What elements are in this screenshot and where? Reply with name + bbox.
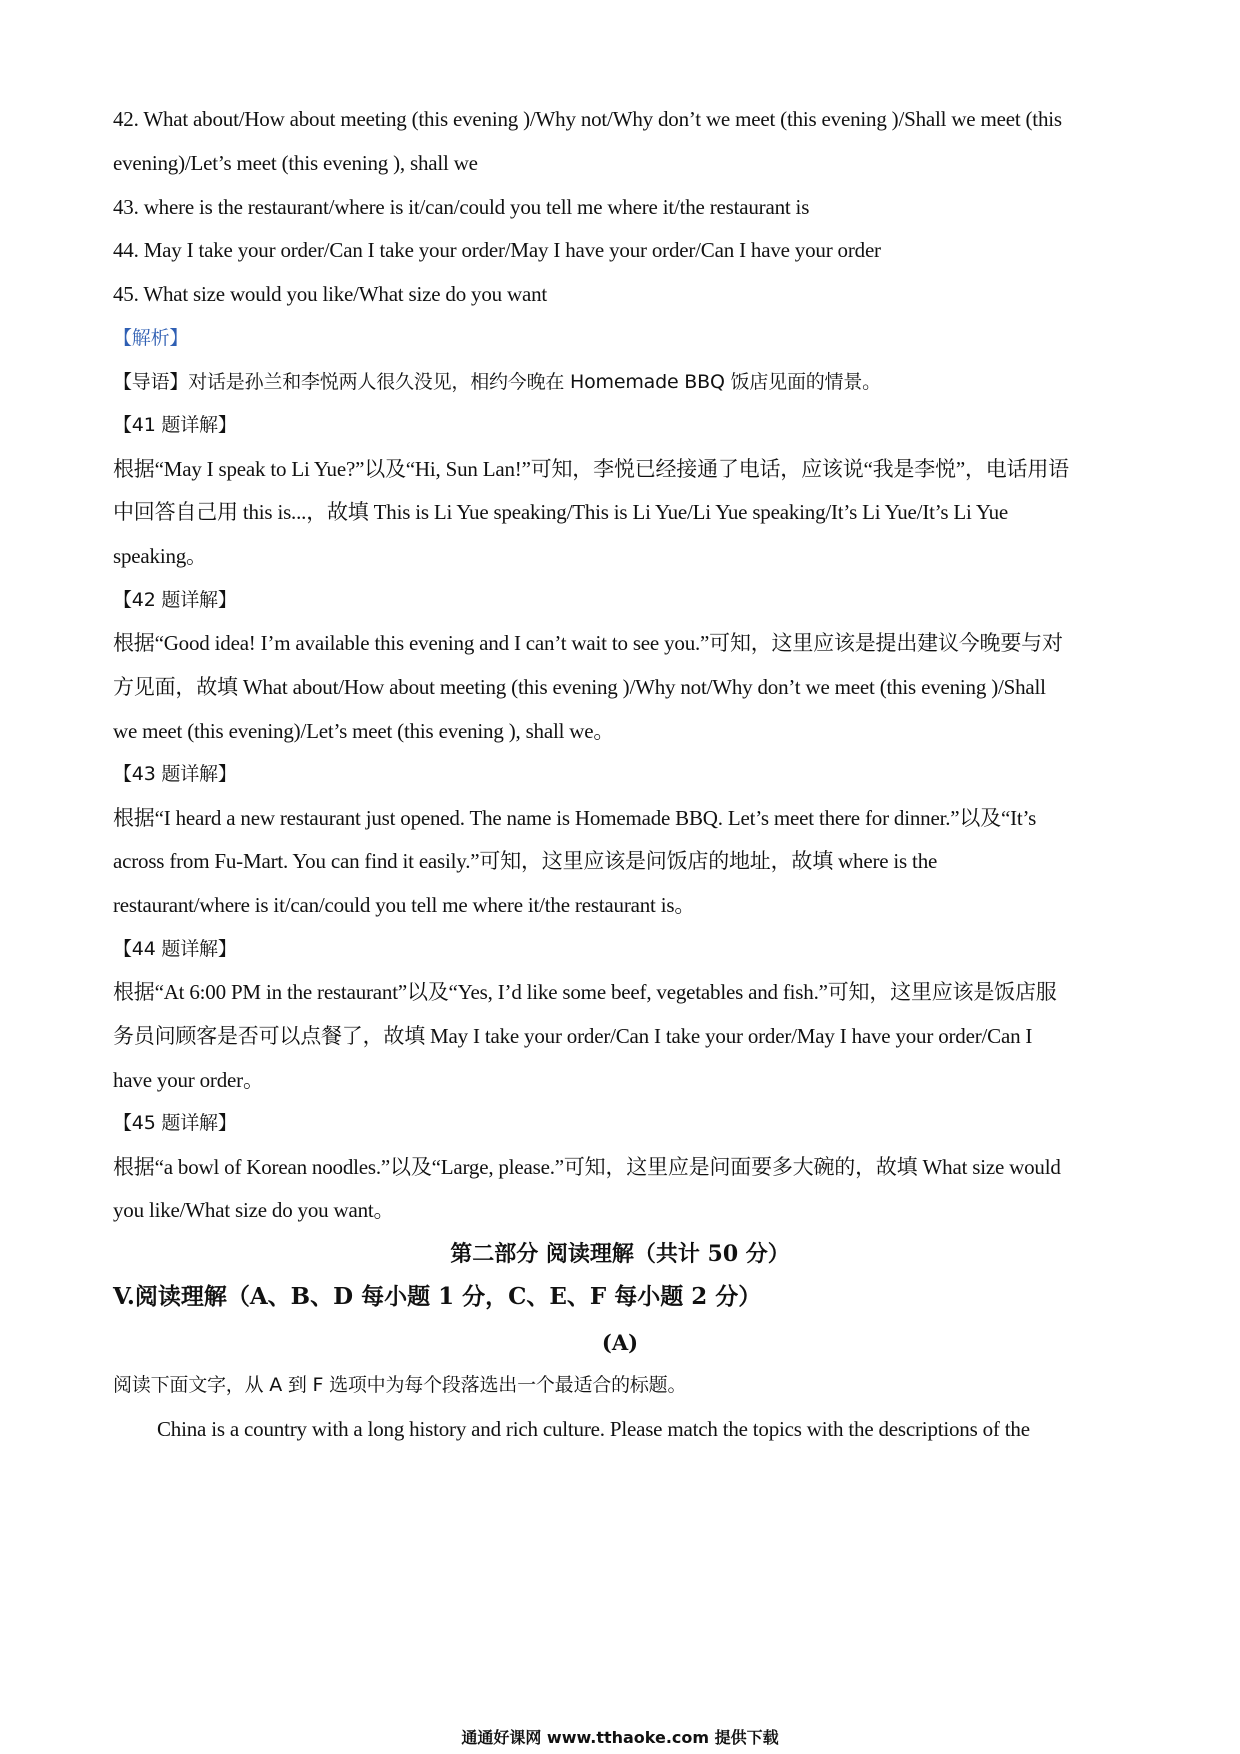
q42-line-1: 根据“Good idea! I’m available this evening and I can’t wait to see you.”可知，这里应该是提出建议今晚要与对 xyxy=(113,631,1063,655)
answer-45: 45. What size would you like/What size do you want xyxy=(113,282,548,306)
q41-line-1: 根据“May I speak to Li Yue?”以及“Hi, Sun Lan!”可知，李悦已经接通了电话，应该说“我是李悦”，电话用语 xyxy=(113,457,1069,481)
q44-title: 【44 题详解】 xyxy=(113,938,237,960)
q42-line-3: we meet (this evening)/Let’s meet (this evening ), shall we。 xyxy=(113,719,615,743)
q45-line-2: you like/What size do you want。 xyxy=(113,1198,395,1222)
answer-43: 43. where is the restaurant/where is it/can/could you tell me where it/the restaurant is xyxy=(113,195,810,219)
q45-title: 【45 题详解】 xyxy=(113,1112,237,1134)
answer-42-line-2: evening)/Let’s meet (this evening ), shall we xyxy=(113,151,478,175)
q44-line-3: have your order。 xyxy=(113,1068,264,1092)
q43-title: 【43 题详解】 xyxy=(113,763,237,785)
footer-watermark: 通通好课网 www.tthaoke.com 提供下载 xyxy=(461,1728,779,1747)
part2-title: 第二部分 阅读理解（共计 50 分） xyxy=(450,1241,790,1267)
analysis-label: 【解析】 xyxy=(113,327,189,349)
q42-line-2: 方见面，故填 What about/How about meeting (this evening )/Why not/Why don’t we meet (this evening )/Shall xyxy=(113,675,1046,699)
q45-line-1: 根据“a bowl of Korean noodles.”以及“Large, please.”可知，这里应是问面要多大碗的，故填 What size would xyxy=(113,1155,1061,1179)
q44-line-1: 根据“At 6:00 PM in the restaurant”以及“Yes, I’d like some beef, vegetables and fish.”可知，这里应该是饭店服 xyxy=(113,980,1057,1004)
q43-line-2: across from Fu-Mart. You can find it easily.”可知，这里应该是问饭店的地址，故填 where is the xyxy=(113,849,938,873)
q42-title: 【42 题详解】 xyxy=(113,589,237,611)
q41-title: 【41 题详解】 xyxy=(113,414,237,436)
q43-line-1: 根据“I heard a new restaurant just opened. The name is Homemade BBQ. Let’s meet there for dinner.”以及“It’s xyxy=(113,806,1037,830)
answer-42-line-1: 42. What about/How about meeting (this evening )/Why not/Why don’t we meet (this evening )/Shall we meet (this xyxy=(113,107,1062,131)
q41-line-3: speaking。 xyxy=(113,544,207,568)
section-heading: V.阅读理解（A、B、D 每小题 1 分，C、E、F 每小题 2 分） xyxy=(113,1283,762,1310)
analysis-intro: 【导语】对话是孙兰和李悦两人很久没见，相约今晚在 Homemade BBQ 饭店见面的情景。 xyxy=(113,371,881,393)
subsection-a-label: (A) xyxy=(601,1330,639,1355)
answer-44: 44. May I take your order/Can I take your order/May I have your order/Can I have your order xyxy=(113,238,881,262)
q43-line-3: restaurant/where is it/can/could you tell me where it/the restaurant is。 xyxy=(113,893,696,917)
passage-first-line: China is a country with a long history and rich culture. Please match the topics with the descriptions of the xyxy=(157,1417,1030,1441)
q41-line-2: 中回答自己用 this is...，故填 This is Li Yue speaking/This is Li Yue/Li Yue speaking/It’s Li Yue/It’s Li Yue xyxy=(113,500,1008,524)
q44-line-2: 务员问顾客是否可以点餐了，故填 May I take your order/Can I take your order/May I have your order/Can I xyxy=(113,1024,1033,1048)
reading-instruction: 阅读下面文字，从 A 到 F 选项中为每个段落选出一个最适合的标题。 xyxy=(113,1374,687,1396)
